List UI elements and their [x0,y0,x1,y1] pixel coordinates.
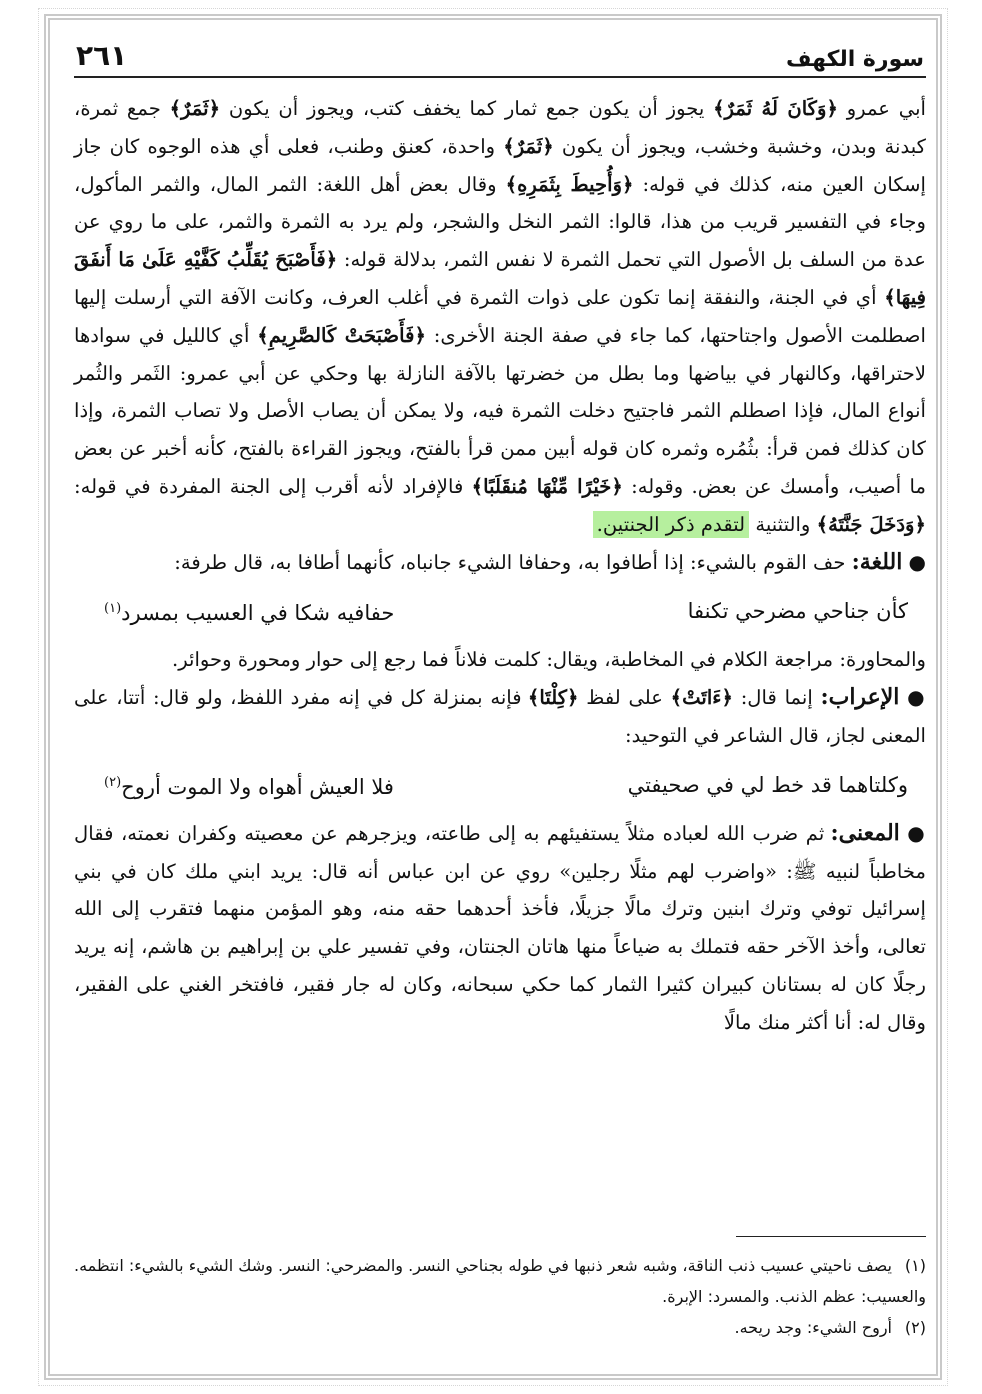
poem-hemistich-left [104,587,394,635]
poem-hemistich-right: وكلتاهما قد خط لي في صحيفتي [627,772,908,797]
quran-quote: ﴿ثَمَرٌ﴾ [169,97,221,120]
quran-quote: ﴿وَدَخَلَ جَنَّتَهُ﴾ [816,512,926,536]
text-span: يجوز أن يكون جمع ثمار كما يخفف كتب، ويجوز أن يكون [220,97,714,120]
quran-quote: ﴿ثَمَرٌ﴾ [503,134,554,158]
quran-quote: ﴿فَأَصْبَحَ يُقَلِّبُ كَفَّيْهِ عَلَىٰ مَا أَنفَقَ فِيهَا﴾ [74,248,926,309]
lugha-section [74,544,926,582]
bullet-icon: ● [908,549,926,574]
poem-hemistich-right: كأن جناحي مضرحي تكنفا [687,599,908,624]
quran-quote: ﴿وَكَانَ لَهُ ثَمَرٌ﴾ [713,97,838,120]
footnotes [74,1250,926,1343]
footnote-item [74,1250,926,1312]
poem-hemistich-left [104,761,394,809]
footnote-number: (١) [904,1256,926,1275]
footnote-item [74,1312,926,1343]
footnote-text: يصف ناحيتي عسيب ذنب الناقة، وشبه شعر ذنبها في طوله بجناحي النسر. والمضرحي: النسر. وشك الشيء بالشيء: انتظمه. والعسيب: عظم الذنب. والمسرد: الإبرة. [74,1256,926,1306]
text-span: على لفظ [578,686,671,710]
page-body [74,90,926,1042]
poem-text: حفافيه شكا في العسيب بمسرد [121,601,395,626]
footnote-ref[interactable]: (١) [104,601,122,617]
tafsir-paragraph [74,90,926,544]
text-span: أي في الجنة، والنفقة إنما تكون على ذوات الثمرة في أغلب العرف، وكانت الآفة التي أرسلت إليها اصطلمت الأصول واجتاحتها، كما جاء في صفة الجنة الأخرى: [74,285,926,347]
text-span: فالإفراد لأنه أقرب إلى الجنة المفردة في قوله: [74,474,472,498]
section-heading-irab: الإعراب: [820,684,900,711]
section-heading-maana: المعنى: [830,819,900,846]
poem-verse-2 [74,755,926,815]
poem-text: فلا العيش أهواه ولا الموت أروح [121,774,394,799]
page-header [74,40,926,78]
text-span: جمع ثمرة، كبدنة وبدن، وخشبة وخشب، ويجوز أن يكون [74,97,926,158]
footnote-text: أروح الشيء: وجد ريحه. [734,1318,892,1337]
bullet-icon: ● [907,820,927,845]
quran-quote: ﴿ءَاتَتْ﴾ [670,686,733,710]
page-number: ٢٦١ [76,39,128,72]
quran-quote: ﴿وَأُحِيطَ بِثَمَرِهِ﴾ [505,172,634,196]
maana-text: ثم ضرب الله لعباده مثلاً يستفيئهم به إلى طاعته، ويزجرهم عن معصيته وكفران نعمته، فقال مخاطباً لنبيه ﷺ: «واضرب لهم مثلًا رجلين» روي عن ابن عباس أنه قال: يريد ابني ملك كان في بني إسرائيل توفي وترك ابنين وترك مالًا جزيلًا، فأخذ أحدهما حقه منه، وهو المؤمن منهما فتقرب إلى الله تعالى، وأخذ الآخر حقه فتملك به ضياعاً منها هاتان الجنتان، وفي تفسير علي بن إبراهيم بن هاشم، إنه يريد رجلًا كان له بستانان كبيران كثيرا الثمار كما حكي سبحانه، وكان له جار فقير، فافتخر الغني على الفقير، وقال له: أنا أكثر منك مالًا [74,821,926,1034]
text-span: والتثنية [749,512,817,536]
lugha-text: حف القوم بالشيء: إذا أطافوا به، وحفافا الشيء جانباه، كأنهما أطافا به، قال طرفة: [174,550,852,574]
text-span: أي كالليل في سوادها لاحتراقها، وكالنهار في بياضها وما بطل من خضرتها بالآفة النازلة بها وحكي عن أبي عمرو: الثَمر والثُمر أنواع المال، فإذا اصطلم الثمر فاجتيح دخلت الثمرة فيه، ولا يمكن أن يصاب الأصل ولا تصاب الثمرة، وإذا كان كذلك فمن قرأ: بثُمُره وثمره كان قوله أبين ممن قرأ بالفتح، ويجوز القراءة بالفتح، كأنه أخبر عن بعض ما أصيب، وأمسك عن بعض. وقوله: [74,323,926,498]
quran-quote: ﴿خَيْرًا مِّنْهَا مُنقَلَبًا﴾ [471,474,623,498]
maana-section [74,815,926,1042]
quran-quote: ﴿كِلْتَا﴾ [527,686,579,710]
footnote-ref[interactable]: (٢) [104,774,122,790]
text-span: إنما قال: [732,686,821,710]
footnote-number: (٢) [904,1318,926,1337]
irab-section [74,679,926,755]
text-span: فإنه بمنزلة كل في إنه مفرد اللفظ، ولو قال: أتتا، على المعنى لجاز، قال الشاعر في التوحيد: [74,686,926,747]
quran-quote: ﴿فَأَصْبَحَتْ كَالصَّرِيمِ﴾ [257,323,426,347]
highlighted-text[interactable]: لتقدم ذكر الجنتين. [593,511,749,538]
text-span: واحدة، كعنق وطنب، فعلى أي هذه الوجوه كان جاز إسكان العين منه، كذلك في قوله: [74,134,927,196]
text-span: وقال بعض أهل اللغة: الثمر المال، والثمر المأكول، وجاء في التفسير قريب من هذا، قالوا: الثمر النخل والشجر، ولم يرد به الثمرة والثمر، على ما روي عن عدة من السلف بل الأصول التي تحمل الثمرة لا نفس الثمر، بدلالة قوله: [74,172,926,272]
poem-verse-1 [74,581,926,641]
surah-title: سورة الكهف [785,47,924,72]
bullet-icon: ● [907,685,927,710]
text-span: أبي عمرو [837,97,926,120]
book-page [74,40,926,1360]
lugha-continued: والمحاورة: مراجعة الكلام في المخاطبة، ويقال: كلمت فلاناً فما رجع إلى حوار ومحورة وحوائر. [172,648,926,672]
section-heading-lugha: اللغة: [851,548,903,575]
footnote-divider [736,1236,926,1237]
